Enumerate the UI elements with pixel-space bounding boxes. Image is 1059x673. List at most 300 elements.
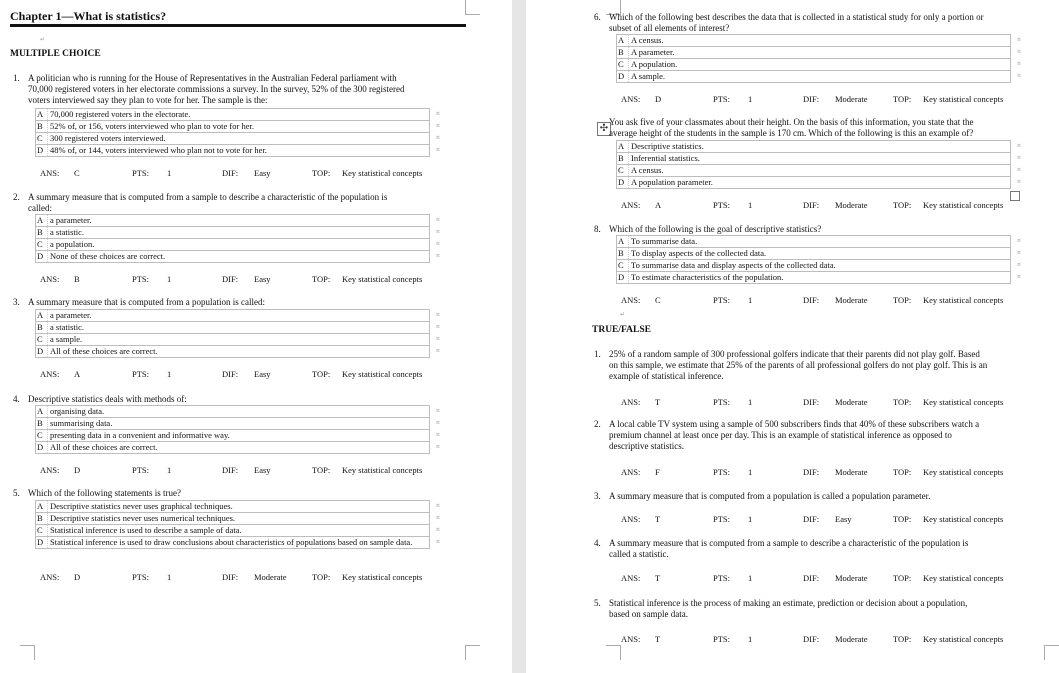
- question-text-line: 70,000 registered voters in her electorate commissions a survey. In the survey, 52% of the 300 registered: [28, 84, 405, 94]
- question-number: 1.: [594, 349, 601, 359]
- option-letter: D: [617, 272, 629, 284]
- pts-label: PTS:: [132, 168, 150, 178]
- option-text: A sample.: [629, 71, 1011, 83]
- option-row[interactable]: [617, 177, 1011, 189]
- pts-label: PTS:: [132, 465, 150, 475]
- topic-value: Key statistical concepts: [342, 274, 423, 284]
- option-text: a statistic.: [48, 227, 430, 239]
- question-text-line: descriptive statistics.: [609, 441, 684, 451]
- question-text-line: voters interviewed say they plan to vote for her. The sample is the:: [28, 95, 268, 105]
- option-letter: B: [36, 513, 48, 525]
- end-of-cell-mark: ¤: [436, 323, 440, 330]
- end-of-cell-mark: ¤: [436, 538, 440, 545]
- question: [13, 73, 473, 106]
- difficulty-value: Easy: [254, 465, 271, 475]
- option-text: organising data.: [48, 406, 430, 418]
- option-text: A population parameter.: [629, 177, 1011, 189]
- option-text: Inferential statistics.: [629, 153, 1011, 165]
- question: [594, 538, 1054, 560]
- question-text-line: 25% of a random sample of 300 professional golfers indicate that their parents did not play golf. Based: [609, 349, 980, 359]
- question-text-line: Which of the following best describes the data that is collected in a statistical study for only a portion or: [609, 12, 984, 22]
- points-value: 1: [748, 467, 753, 477]
- end-of-cell-mark: ¤: [1017, 261, 1021, 268]
- option-row[interactable]: [36, 513, 430, 525]
- question-text-line: on this sample, we estimate that 25% of the parents of all professional golfers do not play golf. This is an: [609, 360, 988, 370]
- topic-value: Key statistical concepts: [923, 573, 1004, 583]
- options-table: [616, 235, 1011, 284]
- end-of-cell-mark: ¤: [436, 122, 440, 129]
- question-number: 3.: [594, 491, 601, 501]
- option-text: a sample.: [48, 334, 430, 346]
- answer-line: [621, 514, 1051, 525]
- option-text: To display aspects of the collected data.: [629, 248, 1011, 260]
- option-text: All of these choices are correct.: [48, 442, 430, 454]
- option-letter: B: [36, 418, 48, 430]
- ans-label: ANS:: [621, 295, 641, 305]
- end-of-cell-mark: ¤: [1017, 273, 1021, 280]
- question-number: 2.: [13, 192, 20, 202]
- question-text-line: A summary measure that is computed from a sample to describe a characteristic of the population is: [28, 192, 388, 202]
- topic-value: Key statistical concepts: [342, 168, 423, 178]
- option-row[interactable]: [36, 251, 430, 263]
- question: [594, 224, 1054, 235]
- difficulty-value: Moderate: [835, 295, 868, 305]
- pts-label: PTS:: [713, 573, 731, 583]
- answer-line: [621, 200, 1051, 211]
- option-row[interactable]: [617, 248, 1011, 260]
- section-heading-true-false: TRUE/FALSE: [592, 325, 651, 335]
- page-corner-marker: [1044, 645, 1059, 660]
- difficulty-value: Moderate: [835, 94, 868, 104]
- points-value: 1: [748, 514, 753, 524]
- question-number: 8.: [594, 224, 601, 234]
- option-row[interactable]: [36, 109, 430, 121]
- topic-value: Key statistical concepts: [923, 295, 1004, 305]
- option-text: 70,000 registered voters in the electorate.: [48, 109, 430, 121]
- option-text: A census.: [629, 165, 1011, 177]
- options-table: [35, 214, 430, 263]
- end-of-cell-mark: ¤: [436, 347, 440, 354]
- title-rule: [10, 24, 466, 27]
- dif-label: DIF:: [803, 467, 820, 477]
- option-row[interactable]: [617, 35, 1011, 47]
- question-number: 5.: [594, 598, 601, 608]
- top-label: TOP:: [893, 634, 912, 644]
- document-page-left: [0, 0, 512, 673]
- option-letter: C: [617, 165, 629, 177]
- points-value: 1: [748, 397, 753, 407]
- difficulty-value: Easy: [254, 369, 271, 379]
- option-row[interactable]: [36, 121, 430, 133]
- option-text: Descriptive statistics never uses graphical techniques.: [48, 501, 430, 513]
- difficulty-value: Moderate: [835, 467, 868, 477]
- question-text: Descriptive statistics deals with methods of:: [28, 394, 187, 404]
- pts-label: PTS:: [713, 634, 731, 644]
- topic-value: Key statistical concepts: [923, 200, 1004, 210]
- option-letter: A: [36, 310, 48, 322]
- option-row[interactable]: [36, 322, 430, 334]
- option-text: presenting data in a convenient and informative way.: [48, 430, 430, 442]
- answer-line: [621, 397, 1051, 408]
- points-value: 1: [748, 573, 753, 583]
- top-label: TOP:: [893, 573, 912, 583]
- option-letter: C: [617, 59, 629, 71]
- points-value: 1: [748, 295, 753, 305]
- option-letter: A: [36, 215, 48, 227]
- end-of-cell-mark: ¤: [436, 335, 440, 342]
- end-of-cell-mark: ¤: [1017, 154, 1021, 161]
- option-text: 300 registered voters interviewed.: [48, 133, 430, 145]
- option-text: All of these choices are correct.: [48, 346, 430, 358]
- end-of-cell-mark: ¤: [436, 252, 440, 259]
- end-of-cell-mark: ¤: [436, 526, 440, 533]
- top-label: TOP:: [312, 572, 331, 582]
- pilcrow-mark: ↵: [620, 311, 626, 318]
- difficulty-value: Easy: [254, 274, 271, 284]
- end-of-cell-mark: ¤: [436, 311, 440, 318]
- answer-line: [40, 168, 470, 179]
- option-letter: A: [617, 236, 629, 248]
- difficulty-value: Easy: [254, 168, 271, 178]
- option-letter: D: [36, 442, 48, 454]
- top-label: TOP:: [312, 369, 331, 379]
- answer-value: T: [655, 573, 661, 583]
- answer-value: T: [655, 634, 661, 644]
- option-letter: D: [36, 145, 48, 157]
- option-row[interactable]: [617, 236, 1011, 248]
- option-letter: D: [36, 537, 48, 549]
- question-text: A summary measure that is computed from a population is called:: [28, 297, 265, 307]
- answer-value: A: [74, 369, 81, 379]
- pts-label: PTS:: [713, 94, 731, 104]
- points-value: 1: [748, 200, 753, 210]
- option-letter: B: [36, 322, 48, 334]
- ans-label: ANS:: [40, 168, 60, 178]
- option-text: A census.: [629, 35, 1011, 47]
- option-row[interactable]: [617, 272, 1011, 284]
- ans-label: ANS:: [621, 397, 641, 407]
- section-heading-multiple-choice: MULTIPLE CHOICE: [10, 49, 101, 59]
- option-letter: A: [36, 109, 48, 121]
- answer-value: D: [655, 94, 662, 104]
- question-text-line: subset of all elements of interest?: [609, 23, 730, 33]
- dif-label: DIF:: [222, 572, 239, 582]
- question: [594, 419, 1054, 452]
- answer-value: D: [74, 465, 81, 475]
- options-table: [616, 34, 1011, 83]
- pts-label: PTS:: [713, 397, 731, 407]
- question-text: A summary measure that is computed from a population is called a population parameter.: [609, 491, 931, 501]
- question-number: 6.: [594, 12, 601, 22]
- question-text: Which of the following statements is true?: [28, 488, 181, 498]
- question-number: 1.: [13, 73, 20, 83]
- end-of-cell-mark: ¤: [436, 134, 440, 141]
- answer-line: [40, 369, 470, 380]
- option-letter: B: [36, 227, 48, 239]
- ans-label: ANS:: [40, 369, 60, 379]
- topic-value: Key statistical concepts: [923, 514, 1004, 524]
- top-label: TOP:: [893, 295, 912, 305]
- option-letter: B: [617, 153, 629, 165]
- option-letter: A: [617, 35, 629, 47]
- end-of-cell-mark: ¤: [1017, 178, 1021, 185]
- end-of-cell-mark: ¤: [1017, 237, 1021, 244]
- option-row[interactable]: [36, 133, 430, 145]
- option-row[interactable]: [36, 501, 430, 513]
- option-letter: B: [617, 248, 629, 260]
- option-text: Descriptive statistics.: [629, 141, 1011, 153]
- options-table: [35, 309, 430, 358]
- question-number: 5.: [13, 488, 20, 498]
- pts-label: PTS:: [713, 467, 731, 477]
- option-text: To summarise data.: [629, 236, 1011, 248]
- page-corner-marker: [606, 645, 621, 660]
- ans-label: ANS:: [621, 514, 641, 524]
- question-text-line: called a statistic.: [609, 549, 669, 559]
- option-row[interactable]: [36, 145, 430, 157]
- dif-label: DIF:: [803, 634, 820, 644]
- option-text: a parameter.: [48, 310, 430, 322]
- points-value: 1: [167, 369, 172, 379]
- option-row[interactable]: [36, 418, 430, 430]
- question-text-line: based on sample data.: [609, 609, 688, 619]
- option-row[interactable]: [36, 239, 430, 251]
- top-label: TOP:: [312, 274, 331, 284]
- option-letter: B: [617, 47, 629, 59]
- option-row[interactable]: [617, 71, 1011, 83]
- option-letter: C: [617, 260, 629, 272]
- end-of-cell-mark: ¤: [436, 407, 440, 414]
- ans-label: ANS:: [621, 94, 641, 104]
- dif-label: DIF:: [803, 573, 820, 583]
- question-text-line: A summary measure that is computed from a sample to describe a characteristic of the population is: [609, 538, 969, 548]
- points-value: 1: [748, 94, 753, 104]
- options-table: [35, 405, 430, 454]
- option-row[interactable]: [617, 260, 1011, 272]
- option-text: A parameter.: [629, 47, 1011, 59]
- difficulty-value: Moderate: [835, 200, 868, 210]
- end-of-cell-mark: ¤: [436, 431, 440, 438]
- points-value: 1: [167, 465, 172, 475]
- option-row[interactable]: [36, 525, 430, 537]
- answer-line: [621, 467, 1051, 478]
- top-label: TOP:: [893, 397, 912, 407]
- question-text-line: You ask five of your classmates about their height. On the basis of this information, you state that the: [609, 117, 974, 127]
- option-letter: C: [36, 133, 48, 145]
- end-of-cell-mark: ¤: [436, 443, 440, 450]
- page-corner-marker: [465, 0, 480, 15]
- answer-line: [40, 274, 470, 285]
- points-value: 1: [748, 634, 753, 644]
- question-text-line: A politician who is running for the House of Representatives in the Australian Federal parliament with: [28, 73, 397, 83]
- dif-label: DIF:: [803, 295, 820, 305]
- question: [594, 117, 1054, 139]
- option-letter: A: [36, 501, 48, 513]
- table-move-handle-icon[interactable]: ✣: [597, 122, 611, 136]
- page-corner-marker: [20, 645, 35, 660]
- ans-label: ANS:: [40, 465, 60, 475]
- question-number: 2.: [594, 419, 601, 429]
- question-number: 3.: [13, 297, 20, 307]
- option-row[interactable]: [36, 215, 430, 227]
- option-text: 48% of, or 144, voters interviewed who plan not to vote for her.: [48, 145, 430, 157]
- answer-line: [621, 295, 1051, 306]
- question: [594, 598, 1054, 620]
- difficulty-value: Moderate: [835, 397, 868, 407]
- dif-label: DIF:: [222, 274, 239, 284]
- answer-line: [621, 94, 1051, 105]
- question-text-line: Statistical inference is the process of making an estimate, prediction or decision about a population,: [609, 598, 968, 608]
- topic-value: Key statistical concepts: [923, 94, 1004, 104]
- top-label: TOP:: [893, 467, 912, 477]
- option-text: 52% of, or 156, voters interviewed who plan to vote for her.: [48, 121, 430, 133]
- option-text: a parameter.: [48, 215, 430, 227]
- dif-label: DIF:: [803, 514, 820, 524]
- question: [594, 491, 1054, 502]
- option-row[interactable]: [36, 310, 430, 322]
- option-row[interactable]: [36, 537, 430, 549]
- question: [594, 12, 1054, 34]
- difficulty-value: Moderate: [254, 572, 287, 582]
- difficulty-value: Moderate: [835, 573, 868, 583]
- ans-label: ANS:: [621, 467, 641, 477]
- page-corner-marker: [465, 645, 480, 660]
- chapter-title: Chapter 1—What is statistics?: [10, 9, 167, 23]
- difficulty-value: Moderate: [835, 634, 868, 644]
- end-of-cell-mark: ¤: [436, 228, 440, 235]
- pts-label: PTS:: [132, 369, 150, 379]
- option-row[interactable]: [36, 346, 430, 358]
- pts-label: PTS:: [713, 514, 731, 524]
- question: [13, 297, 473, 308]
- option-text: summarising data.: [48, 418, 430, 430]
- end-of-cell-mark: ¤: [1017, 36, 1021, 43]
- end-of-cell-mark: ¤: [436, 110, 440, 117]
- question-number: 4.: [13, 394, 20, 404]
- question-text-line: average height of the students in the sample is 170 cm. Which of the following is this an example of?: [609, 128, 974, 138]
- ans-label: ANS:: [621, 200, 641, 210]
- answer-line: [621, 634, 1051, 645]
- option-letter: A: [617, 141, 629, 153]
- question: [13, 192, 473, 214]
- end-of-cell-mark: ¤: [436, 146, 440, 153]
- answer-value: T: [655, 397, 661, 407]
- topic-value: Key statistical concepts: [923, 397, 1004, 407]
- top-label: TOP:: [312, 168, 331, 178]
- ans-label: ANS:: [40, 572, 60, 582]
- options-table: [35, 500, 430, 549]
- dif-label: DIF:: [803, 397, 820, 407]
- option-row[interactable]: [617, 165, 1011, 177]
- dif-label: DIF:: [222, 465, 239, 475]
- topic-value: Key statistical concepts: [342, 572, 423, 582]
- question: [13, 488, 473, 499]
- pts-label: PTS:: [132, 274, 150, 284]
- answer-line: [40, 572, 470, 583]
- end-of-cell-mark: ¤: [1017, 48, 1021, 55]
- points-value: 1: [167, 168, 172, 178]
- dif-label: DIF:: [803, 200, 820, 210]
- question-text-line: example of statistical inference.: [609, 371, 724, 381]
- end-of-cell-mark: ¤: [436, 502, 440, 509]
- points-value: 1: [167, 572, 172, 582]
- option-text: a population.: [48, 239, 430, 251]
- ans-label: ANS:: [40, 274, 60, 284]
- option-letter: D: [617, 177, 629, 189]
- option-row[interactable]: [36, 334, 430, 346]
- end-of-cell-mark: ¤: [1017, 60, 1021, 67]
- question: [13, 394, 473, 405]
- ans-label: ANS:: [621, 573, 641, 583]
- option-letter: C: [36, 334, 48, 346]
- option-letter: A: [36, 406, 48, 418]
- dif-label: DIF:: [803, 94, 820, 104]
- option-row[interactable]: [36, 430, 430, 442]
- option-row[interactable]: [36, 406, 430, 418]
- option-letter: C: [36, 525, 48, 537]
- option-row[interactable]: [617, 153, 1011, 165]
- question: [594, 349, 1054, 382]
- end-of-cell-mark: ¤: [1017, 166, 1021, 173]
- topic-value: Key statistical concepts: [923, 467, 1004, 477]
- options-table: [616, 140, 1011, 189]
- option-text: To estimate characteristics of the population.: [629, 272, 1011, 284]
- option-letter: B: [36, 121, 48, 133]
- option-row[interactable]: [617, 59, 1011, 71]
- top-label: TOP:: [312, 465, 331, 475]
- dif-label: DIF:: [222, 168, 239, 178]
- question-text-line: called:: [28, 203, 52, 213]
- end-of-cell-mark: ¤: [436, 216, 440, 223]
- end-of-cell-mark: ¤: [1017, 249, 1021, 256]
- answer-value: A: [655, 200, 662, 210]
- option-text: Statistical inference is used to draw conclusions about characteristics of populations based on sample data.: [48, 537, 430, 549]
- option-row[interactable]: [36, 442, 430, 454]
- answer-line: [40, 465, 470, 476]
- dif-label: DIF:: [222, 369, 239, 379]
- answer-line: [621, 573, 1051, 584]
- top-label: TOP:: [893, 200, 912, 210]
- pilcrow-mark: ↵: [40, 36, 46, 43]
- ans-label: ANS:: [621, 634, 641, 644]
- option-row[interactable]: [36, 227, 430, 239]
- topic-value: Key statistical concepts: [342, 369, 423, 379]
- option-letter: D: [617, 71, 629, 83]
- pts-label: PTS:: [132, 572, 150, 582]
- answer-value: C: [74, 168, 80, 178]
- option-row[interactable]: [617, 141, 1011, 153]
- end-of-cell-mark: ¤: [436, 514, 440, 521]
- option-text: Descriptive statistics never uses numerical techniques.: [48, 513, 430, 525]
- question-text-line: A local cable TV system using a sample of 500 subscribers finds that 40% of these subscribers watch a: [609, 419, 980, 429]
- option-text: To summarise data and display aspects of the collected data.: [629, 260, 1011, 272]
- option-text: Statistical inference is used to describe a sample of data.: [48, 525, 430, 537]
- option-text: A population.: [629, 59, 1011, 71]
- answer-value: F: [655, 467, 660, 477]
- answer-value: B: [74, 274, 80, 284]
- options-table: [35, 108, 430, 157]
- option-letter: C: [36, 239, 48, 251]
- question-text-line: premium channel at least once per day. This is an example of statistical inference as opposed to: [609, 430, 952, 440]
- option-text: None of these choices are correct.: [48, 251, 430, 263]
- top-label: TOP:: [893, 94, 912, 104]
- topic-value: Key statistical concepts: [923, 634, 1004, 644]
- option-row[interactable]: [617, 47, 1011, 59]
- option-letter: D: [36, 346, 48, 358]
- difficulty-value: Easy: [835, 514, 852, 524]
- end-of-cell-mark: ¤: [436, 240, 440, 247]
- answer-value: D: [74, 572, 81, 582]
